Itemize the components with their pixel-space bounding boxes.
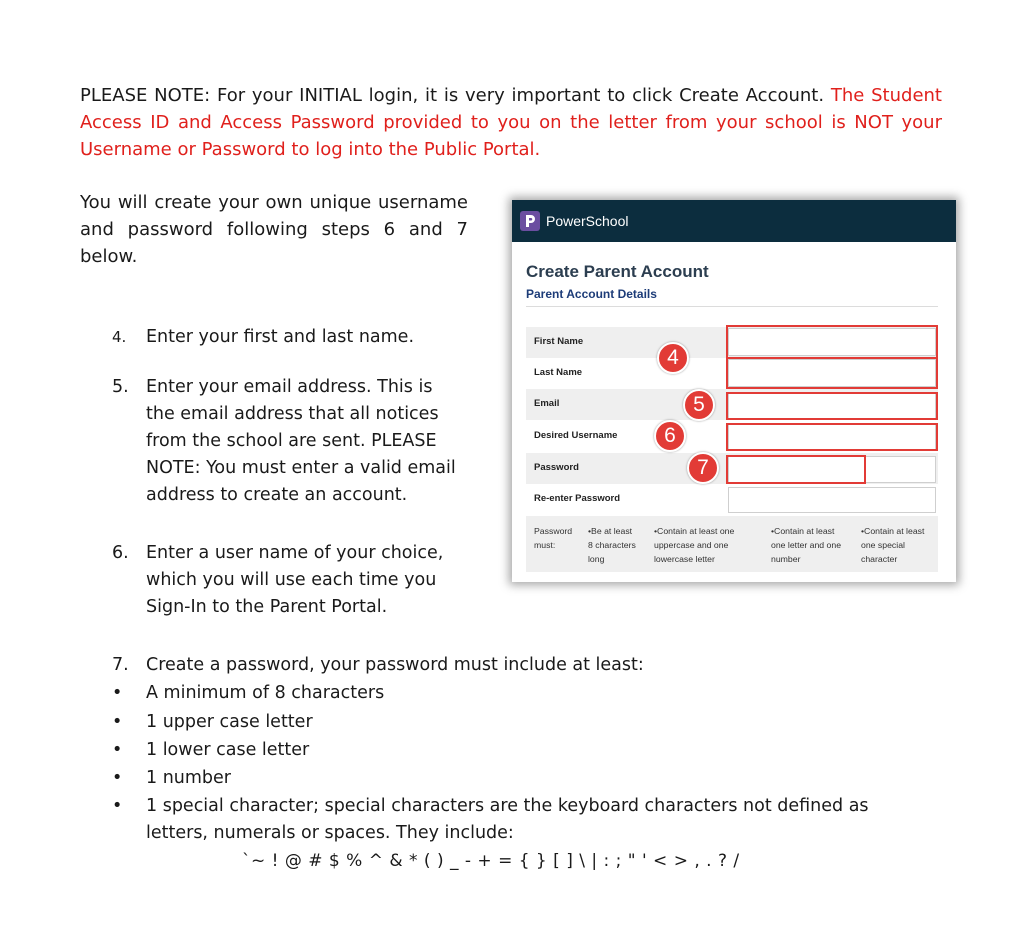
important-note	[80, 82, 942, 163]
bullet-text: 1 upper case letter	[146, 712, 313, 732]
email-highlight	[726, 392, 938, 420]
powerschool-screenshot	[512, 200, 956, 582]
reenter-password-input[interactable]	[728, 487, 936, 513]
step-badge-5: 5	[683, 389, 715, 421]
note-warning-text: The Student Access ID and Access Password provided to you on the letter from your school is NOT your Username or Password to log into the Public Portal.	[80, 85, 942, 160]
requirement-line: •Contain at least	[861, 526, 925, 536]
step-badge-6: 6	[654, 420, 686, 452]
requirement-special	[861, 524, 924, 566]
step-4	[112, 324, 492, 351]
bullet-text: 1 lower case letter	[146, 740, 310, 760]
step-text-line: the email address that all notices	[146, 404, 439, 424]
first-name-highlight	[726, 325, 938, 359]
requirement-letter-number	[771, 524, 841, 566]
step-text: Enter your first and last name.	[146, 327, 415, 347]
username-highlight	[726, 423, 938, 451]
powerschool-logo-icon	[520, 211, 540, 231]
requirement-line: •Be at least	[588, 526, 633, 536]
step-text-line: Sign-In to the Parent Portal.	[146, 597, 388, 617]
powerschool-header	[512, 200, 956, 242]
requirement-line: lowercase letter	[654, 554, 715, 564]
password-requirements	[526, 516, 938, 572]
step-5	[112, 374, 492, 509]
divider	[526, 306, 938, 307]
requirement-line: •Contain at least one	[654, 526, 735, 536]
requirements-label	[534, 524, 572, 552]
field-label: Password	[534, 462, 579, 473]
requirement-line: one special	[861, 540, 905, 550]
step-badge-7: 7	[687, 452, 719, 484]
bullet-dot: •	[112, 740, 123, 760]
field-label: Email	[534, 398, 560, 409]
requirements-label-line: Password	[534, 526, 573, 536]
field-label: Desired Username	[534, 430, 618, 441]
step-text-line: from the school are sent. PLEASE	[146, 431, 437, 451]
bullet-dot: •	[112, 712, 123, 732]
step-text-line: address to create an account.	[146, 485, 408, 505]
requirement-line: number	[771, 554, 801, 564]
bullet-dot: •	[112, 796, 123, 816]
list-item	[112, 793, 912, 847]
step-text-line: Enter your email address. This is	[146, 377, 433, 397]
note-text: PLEASE NOTE: For your INITIAL login, it is very important to click Create Account.	[80, 85, 825, 106]
requirements-label-line: must:	[534, 540, 556, 550]
requirement-line: uppercase and one	[654, 540, 729, 550]
step-badge-4: 4	[657, 342, 689, 374]
step-7	[112, 652, 812, 679]
step-6	[112, 540, 492, 621]
step-text-line: NOTE: You must enter a valid email	[146, 458, 456, 478]
step-number: 4.	[112, 328, 127, 346]
requirement-length	[588, 524, 636, 566]
requirement-line: long	[588, 554, 605, 564]
requirement-line: one letter and one	[771, 540, 842, 550]
bullet-text: 1 special character; special characters are the keyboard characters not defined as	[146, 796, 869, 816]
bullet-text: 1 number	[146, 768, 231, 788]
requirement-case	[654, 524, 734, 566]
field-label: Last Name	[534, 367, 583, 378]
step-number: 6.	[112, 543, 129, 563]
requirement-line: 8 characters	[588, 540, 636, 550]
requirement-line: character	[861, 554, 898, 564]
bullet-text: A minimum of 8 characters	[146, 683, 385, 703]
section-title: Parent Account Details	[526, 287, 657, 301]
step-text-line: Enter a user name of your choice,	[146, 543, 444, 563]
field-label: Re-enter Password	[534, 493, 621, 504]
last-name-highlight	[726, 357, 938, 389]
intro-paragraph: You will create your own unique username and password following steps 6 and 7 below.	[80, 192, 468, 267]
bullet-dot: •	[112, 768, 123, 788]
step-text-line: which you will use each time you	[146, 570, 437, 590]
page-title: Create Parent Account	[526, 262, 709, 281]
step-number: 7.	[112, 655, 129, 675]
bullet-dot: •	[112, 683, 123, 703]
bullet-text-continued: letters, numerals or spaces. They include:	[146, 823, 514, 843]
requirement-line: •Contain at least	[771, 526, 835, 536]
step-number: 5.	[112, 377, 129, 397]
brand-name: PowerSchool	[546, 213, 629, 229]
step-text: Create a password, your password must include at least:	[146, 655, 644, 675]
special-characters: `~ ! @ # $ % ^ & * ( ) _ - + = { } [ ] \ | : ; " ' < > , . ? /	[242, 851, 740, 871]
password-highlight	[726, 455, 866, 484]
field-label: First Name	[534, 336, 584, 347]
